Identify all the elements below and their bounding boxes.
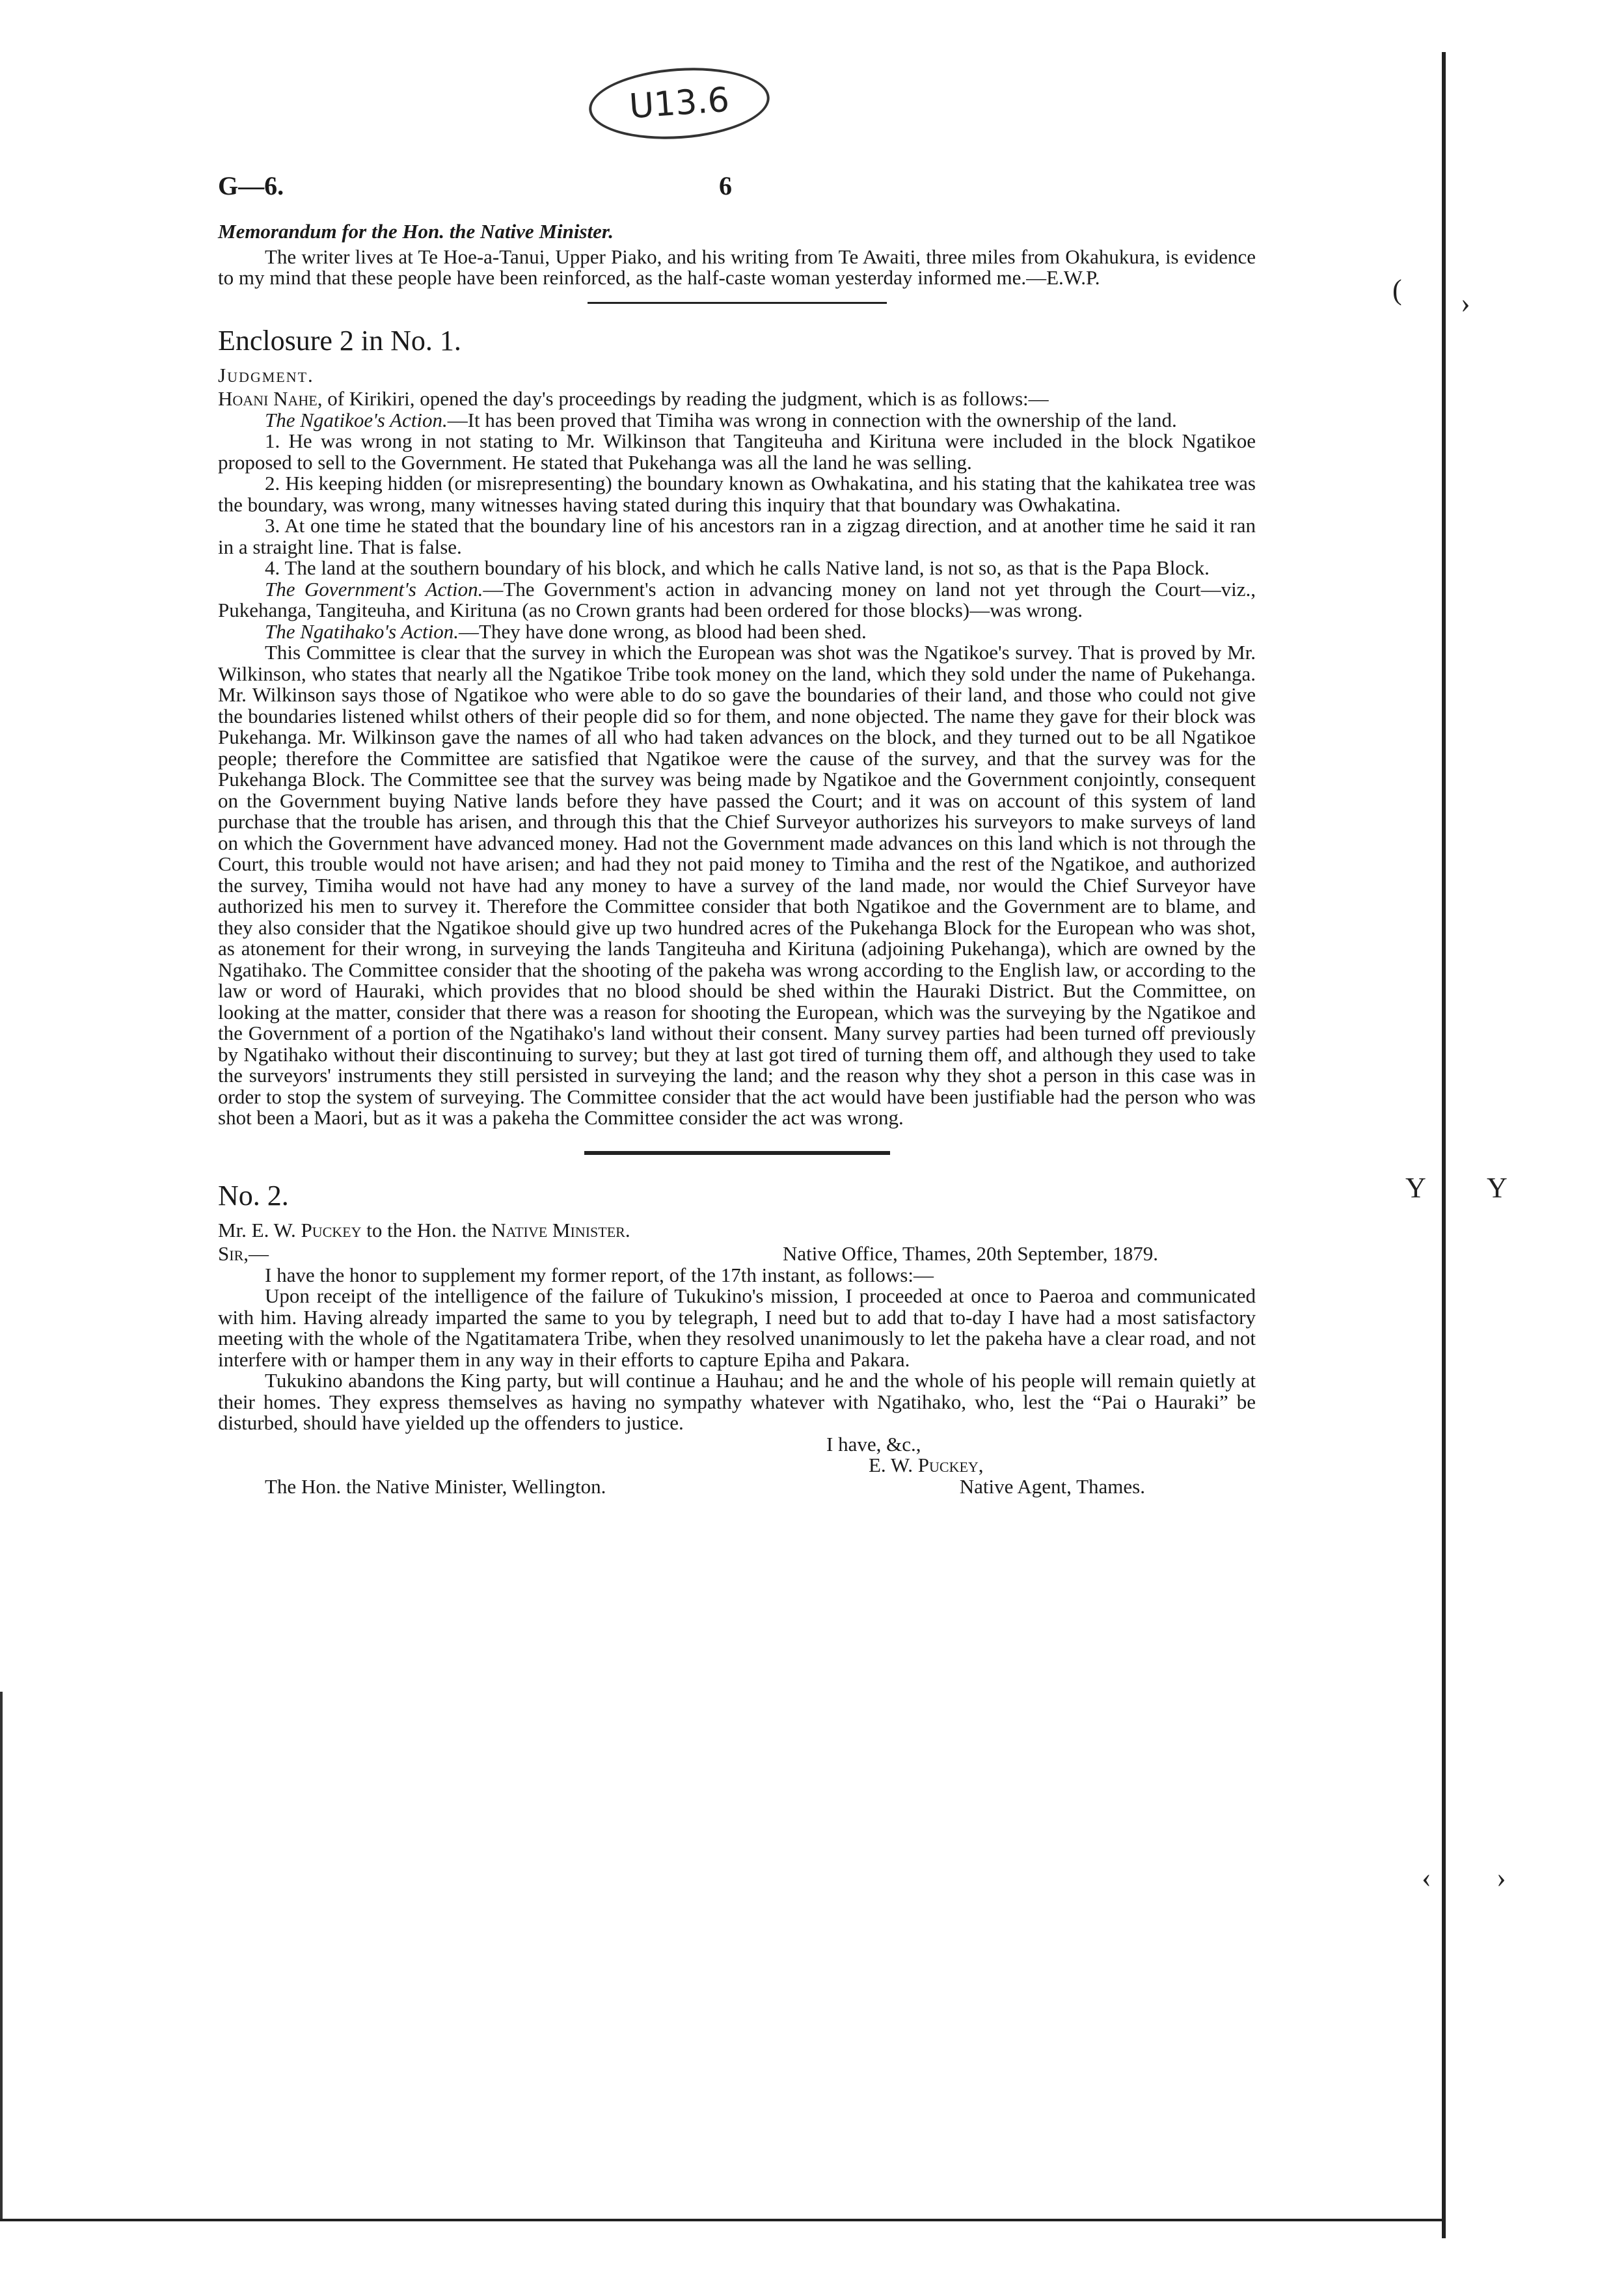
government-text: —The Government's action in advancing money on land not yet through the Court—viz., Pukehanga, Tangiteuha, and Kirituna (as no Crown grants had been ordered for those blocks)—was wrong. [218,577,1256,621]
letter-paragraph: Upon receipt of the intelligence of the failure of Tukukino's mission, I proceeded at once to Paeroa and communicated with him. Having already imparted the same to you by telegraph, I need but to add that to-day I have had a most satisfactory meeting with the whole of the Ngatitamatera Tribe, when they resolved unanimously to let the pakeha have a clear road, and not interfere with or hamper them in any way in their efforts to capture Epiha and Pakara. [218,1284,1256,1371]
speaker-name: Hoani Nahe [218,387,318,410]
memo-text: The writer lives at Te Hoe-a-Tanui, Upper Piako, and his writing from Te Awaiti, three miles from Okahukura, is evidence to my mind that these people have been reinforced, as the half-caste woman yesterday informed me.—E.W.P. [218,245,1256,289]
judgment-point: 3. At one time he stated that the boundary line of his ancestors ran in a zigzag direction, and at another time he said it ran in a straight line. That is false. [218,514,1256,558]
ngatikoe-text: —It has been proved that Timiha was wrong in connection with the ownership of the land. [447,408,1177,431]
scan-left-border [0,1692,3,2219]
divider [584,1151,890,1155]
closing: I have, &c., [826,1432,921,1456]
document-body [218,221,1256,1497]
handwritten-stamp: U13.6 [587,62,772,144]
signature-name: E. W. Puckey, [869,1454,984,1476]
ngatihako-text: —They have done wrong, as blood had been shed. [458,619,867,643]
ngatikoe-heading: The Ngatikoe's Action. [265,408,448,431]
judgment-point: 2. His keeping hidden (or misrepresenting) the boundary known as Owhakatina, and his stating that the kahikatea tree was the boundary, was wrong, many witnesses having stated during this inquiry that that boundary was Owhakatina. [218,472,1256,516]
ngatihako-heading: The Ngatihako's Action. [265,619,459,643]
judgment-point: 4. The land at the southern boundary of his block, and which he calls Native land, is not so, as that is the Papa Block. [265,556,1210,579]
page-series: G—6. [218,171,284,200]
intro-text: , of Kirikiri, opened the day's proceedings by reading the judgment, which is as follows:— [317,387,1049,410]
ngatikoe-action [218,410,1256,431]
to-suffix: . [625,1218,630,1241]
committee-finding: This Committee is clear that the survey in which the European was shot was the Ngatikoe's survey. That is proved by Mr. Wilkinson, who states that nearly all the Ngatikoe Tribe took money on the land, which they sold under the name of Pukehanga. Mr. Wilkinson says those of Ngatikoe who were able to do so gave the boundaries of their land, and those who could not give the boundaries listened whilst others of their people did so for them, and none objected. The name they gave for their block was Pukehanga. Mr. Wilkinson gave the names of all who had taken advances on the block, and they turned out to be all Ngatikoe people; therefore the Committee are satisfied that Ngatikoe were the cause of the survey, and that the survey was for the Pukehanga Block. The Committee see that the survey was being made by Ngatikoe and the Government conjointly, consequent on the Government buying Native lands before they have passed the Court; and it was on account of this system of land purchase that the trouble has arisen, and through this that the Chief Surveyor authorizes his surveyors to make surveys of land on which the Government have advanced money. Had not the Government made advances on this land which is not through the Court, this trouble would not have arisen; and had they not paid money to Timiha and the rest of the Ngatikoe, and authorized the survey, Timiha would not have had any money to have a survey of the land made, nor would the Chief Surveyor have authorized his men to survey it. Therefore the Committee consider that both Ngatikoe and the Government are to blame, and they also consider that the Ngatikoe should give up two hundred acres of the Pukehanga Block for the European who was shot, as atonement for their wrong, in surveying the lands Tangiteuha and Kirituna (adjoining Pukehanga), which are owned by the Ngatihako. The Committee consider that the shooting of the pakeha was wrong according to the English law, or according to the law or word of Hauraki, which provides that no blood should be shed within the Hauraki District. But the Committee, on looking at the matter, consider that there was a reason for shooting the European, which was the surveying by the Ngatikoe and the Government of a portion of the Ngatihako's land without their consent. Many survey parties had been turned off previously by Ngatihako without their discontinuing to survey; but they at last got tired of turning them off, and although they used to take the surveyors' instruments they still persisted in surveying the land; and the reason why they shot a person in this case was in order to stop the system of surveying. The Committee consider that the act would have been justifiable had the person who was shot been a Maori, but as it was a pakeha the Committee consider the act was wrong. [218,641,1256,1129]
scan-bottom-line [0,2219,1446,2221]
margin-mark: Y [1405,1172,1426,1204]
scan-edge-line [1442,52,1446,2238]
signature-title: Native Agent, Thames. [959,1474,1145,1498]
ngatihako-action [218,621,1256,643]
to-prefix: to the Hon. the [361,1218,492,1241]
margin-mark: › [1461,287,1470,319]
margin-mark: › [1496,1862,1506,1893]
government-heading: The Government's Action. [265,577,483,601]
divider [588,302,887,304]
salutation-row [218,1243,1256,1265]
from-name: Puckey [301,1218,362,1241]
margin-mark: ( [1392,274,1402,306]
addressee-row [218,1476,1256,1498]
margin-mark: Y [1487,1172,1508,1204]
letter-number: No. 2. [218,1179,289,1212]
judgment-point: 1. He was wrong in not stating to Mr. Wilkinson that Tangiteuha and Kirituna were included in the block Ngatikoe proposed to sell to the Government. He stated that Pukehanga was all the land he was selling. [218,429,1256,474]
memo-title: Memorandum for the Hon. the Native Minister. [218,220,614,243]
to-name: Native Minister [491,1218,625,1241]
judgment-intro [218,388,1256,410]
letter-paragraph: I have the honor to supplement my former report, of the 17th instant, as follows:— [265,1263,934,1286]
salutation: Sir,— [218,1242,269,1265]
letter-heading [218,1220,1256,1241]
place-date: Native Office, Thames, 20th September, 1879. [783,1242,1158,1265]
government-action [218,579,1256,621]
from-prefix: Mr. E. W. [218,1218,301,1241]
page-number: 6 [719,171,732,200]
enclosure-subtitle: Judgment. [218,363,314,386]
letter-paragraph: Tukukino abandons the King party, but will continue a Hauhau; and he and the whole of his people will remain quietly at their homes. They express themselves as having no sympathy whatever with Ngatihako, who, lest the “Pai o Hauraki” be disturbed, should have yielded up the offenders to justice. [218,1369,1256,1434]
enclosure-title: Enclosure 2 in No. 1. [218,324,461,357]
addressee: The Hon. the Native Minister, Wellington. [265,1474,606,1498]
margin-mark: ‹ [1422,1862,1431,1893]
